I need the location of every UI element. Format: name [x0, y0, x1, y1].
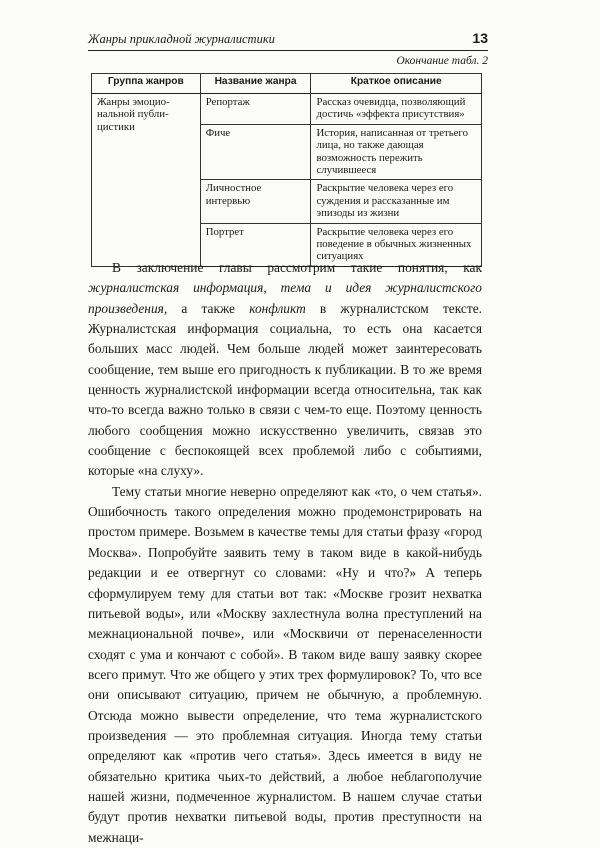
paragraph-text: а также [167, 300, 250, 316]
term-emphasis: конфликт [249, 300, 306, 316]
genre-description-cell: Рассказ очевидца, позволяющий достичь «эффекта присутствия» [311, 94, 482, 125]
running-header [88, 30, 488, 51]
genre-name-cell: Личностное интервью [200, 180, 311, 223]
paragraph-concepts [88, 258, 482, 482]
genre-description-cell: Раскрытие человека через его суждения и рассказанные им эпизоды из жизни [311, 180, 482, 223]
genre-name-cell: Портрет [200, 223, 311, 266]
paragraph-topic: Тему статьи многие неверно определяют как «то, о чем статья». Ошибочность такого определения можно продемонстрировать на простом примере. Возьмем в качестве темы для статьи фразу «город Москва». Попробуйте заявить тему в таком виде в какой-нибудь редакции и ее отвергнут со словами: «Ну и что?» А теперь сформулируем тему для статьи вот так: «Москве грозит нехватка питьевой воды», или «Москву захлестнула волна преступлений на межнациональной почве», или «Москвичи от перенаселенности сходят с ума и кончают с собой». В таком виде вашу заявку скорее всего примут. Что же общего у этих трех формулировок? То, что все они описывают ситуацию, причем не обычную, а проблемную. Отсюда можно вывести определение, что тема журналистского произведения — это проблемная ситуация. Иногда тему статьи определяют как «против чего статья». Здесь имеется в виду не обязательно критика чьих-то действий, а любое неблагополучие нашей жизни, подмеченное журналистом. В нашем случае статьи будут против нехватки питьевой воды, против преступности на межнаци- [88, 483, 482, 845]
genre-description-cell: Раскрытие человека через его поведение в обычных жизненных ситуациях [311, 223, 482, 266]
paragraph-text: в журналистском тексте. Журналистская информация социальна, то есть она касается больших масс людей. Чем больше людей может заинтересовать сообщение, тем выше его пригодность к публикации. В то же время ценность журналистской информации всегда относительна, так как что-то всегда важно только в связи с чем-то еще. Поэтому ценность любого сообщения можно искусственно увеличить, связав это сообщение с беспокоящей всех проблемой либо с событиями, которые «на слуху». [88, 300, 482, 479]
column-header-group: Группа жанров [92, 74, 201, 94]
table-header-row [92, 74, 482, 94]
page-number: 13 [472, 30, 488, 46]
genre-name-cell: Фиче [200, 124, 311, 180]
column-header-name: Название жанра [200, 74, 311, 94]
table-row [92, 94, 482, 125]
genre-description-cell: История, написанная от третьего лица, но также дающая возможность пережить случившееся [311, 124, 482, 180]
genre-group-cell: Жанры эмоцио-нальной публи-цистики [92, 94, 201, 267]
genre-name-cell: Репортаж [200, 94, 311, 125]
paragraph-text: В заключение главы рассмотрим такие понятия, как [112, 260, 482, 275]
body-text [88, 258, 482, 848]
table-caption: Окончание табл. 2 [396, 55, 488, 67]
column-header-description: Краткое описание [311, 74, 482, 94]
running-header-title: Жанры прикладной журналистики [88, 32, 275, 46]
term-emphasis: журналистская информация, тема и идея журналистского произведения, [88, 280, 482, 316]
genres-table [91, 73, 482, 267]
